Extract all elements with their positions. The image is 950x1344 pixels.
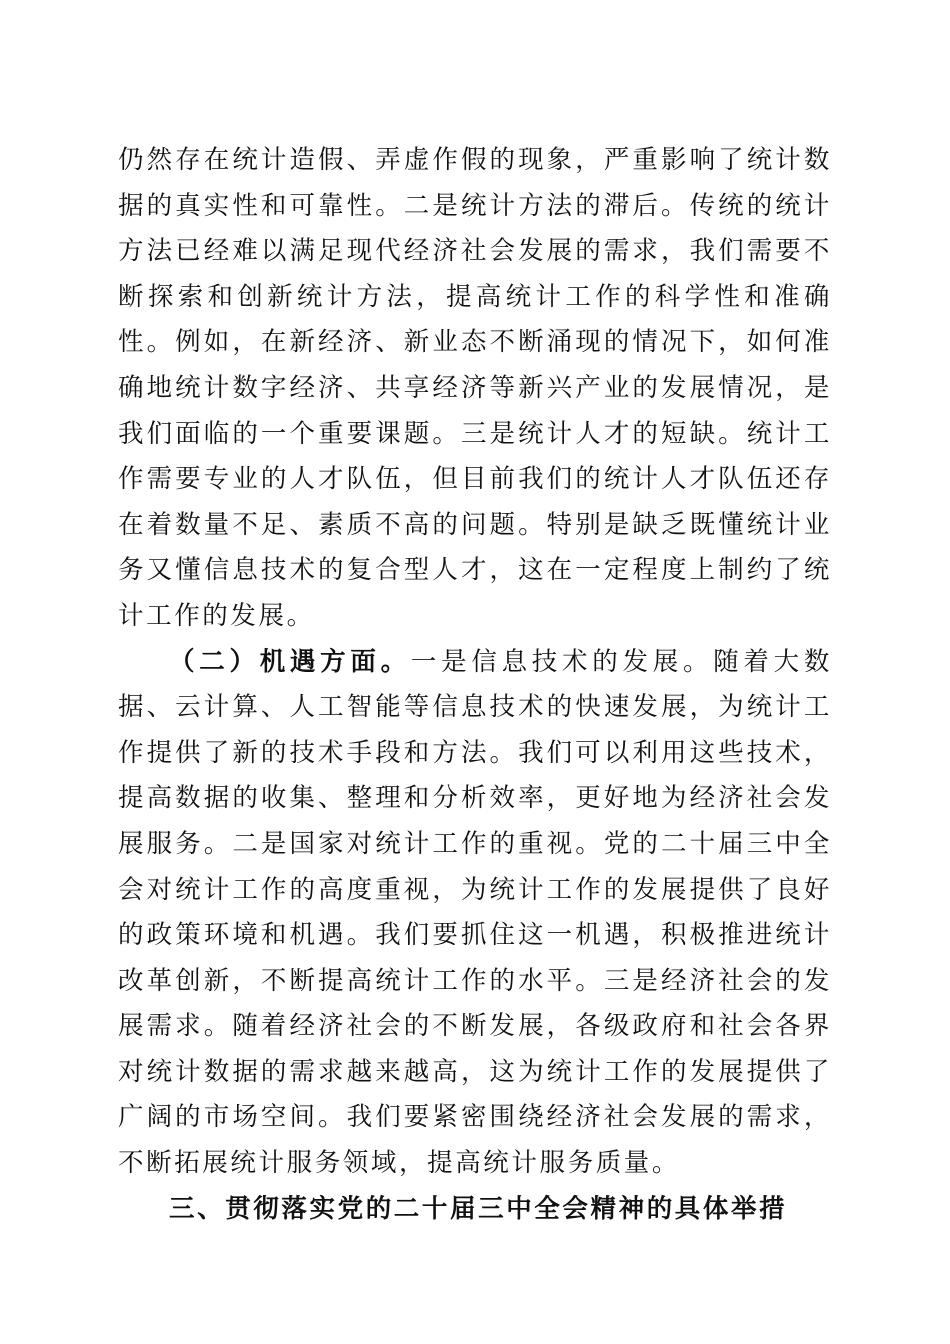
section-heading-three: 三、贯彻落实党的二十届三中全会精神的具体举措 [169, 1193, 788, 1224]
body-paragraph-challenges: 仍然存在统计造假、弄虚作假的现象，严重影响了统计数据的真实性和可靠性。二是统计方法的滞后。传统的统计方法已经难以满足现代经济社会发展的需求，我们需要不断探索和创新统计方法，提高统计工作的科学性和准确性。例如，在新经济、新业态不断涌现的情况下，如何准确地统计数字经济、共享经济等新兴产业的发展情况，是我们面临的一个重要课题。三是统计人才的短缺。统计工作需要专业的人才队伍，但目前我们的统计人才队伍还存在着数量不足、素质不高的问题。特别是缺乏既懂统计业务又懂信息技术的复合型人才，这在一定程度上制约了统计工作的发展。 [118, 145, 832, 631]
subsection-title-opportunities: （二）机遇方面。 [169, 646, 411, 677]
document-page [118, 138, 832, 1232]
opportunities-text: 一是信息技术的发展。随着大数据、云计算、人工智能等信息技术的快速发展，为统计工作提供了新的技术手段和方法。我们可以利用这些技术，提高数据的收集、整理和分析效率，更好地为经济社会发展服务。二是国家对统计工作的重视。党的二十届三中全会对统计工作的高度重视，为统计工作的发展提供了良好的政策环境和机遇。我们要抓住这一机遇，积极推进统计改革创新，不断提高统计工作的水平。三是经济社会的发展需求。随着经济社会的不断发展，各级政府和社会各界对统计数据的需求越来越高，这为统计工作的发展提供了广阔的市场空间。我们要紧密围绕经济社会发展的需求，不断拓展统计服务领域，提高统计服务质量。 [118, 646, 832, 1179]
body-paragraph-opportunities [118, 640, 832, 1187]
